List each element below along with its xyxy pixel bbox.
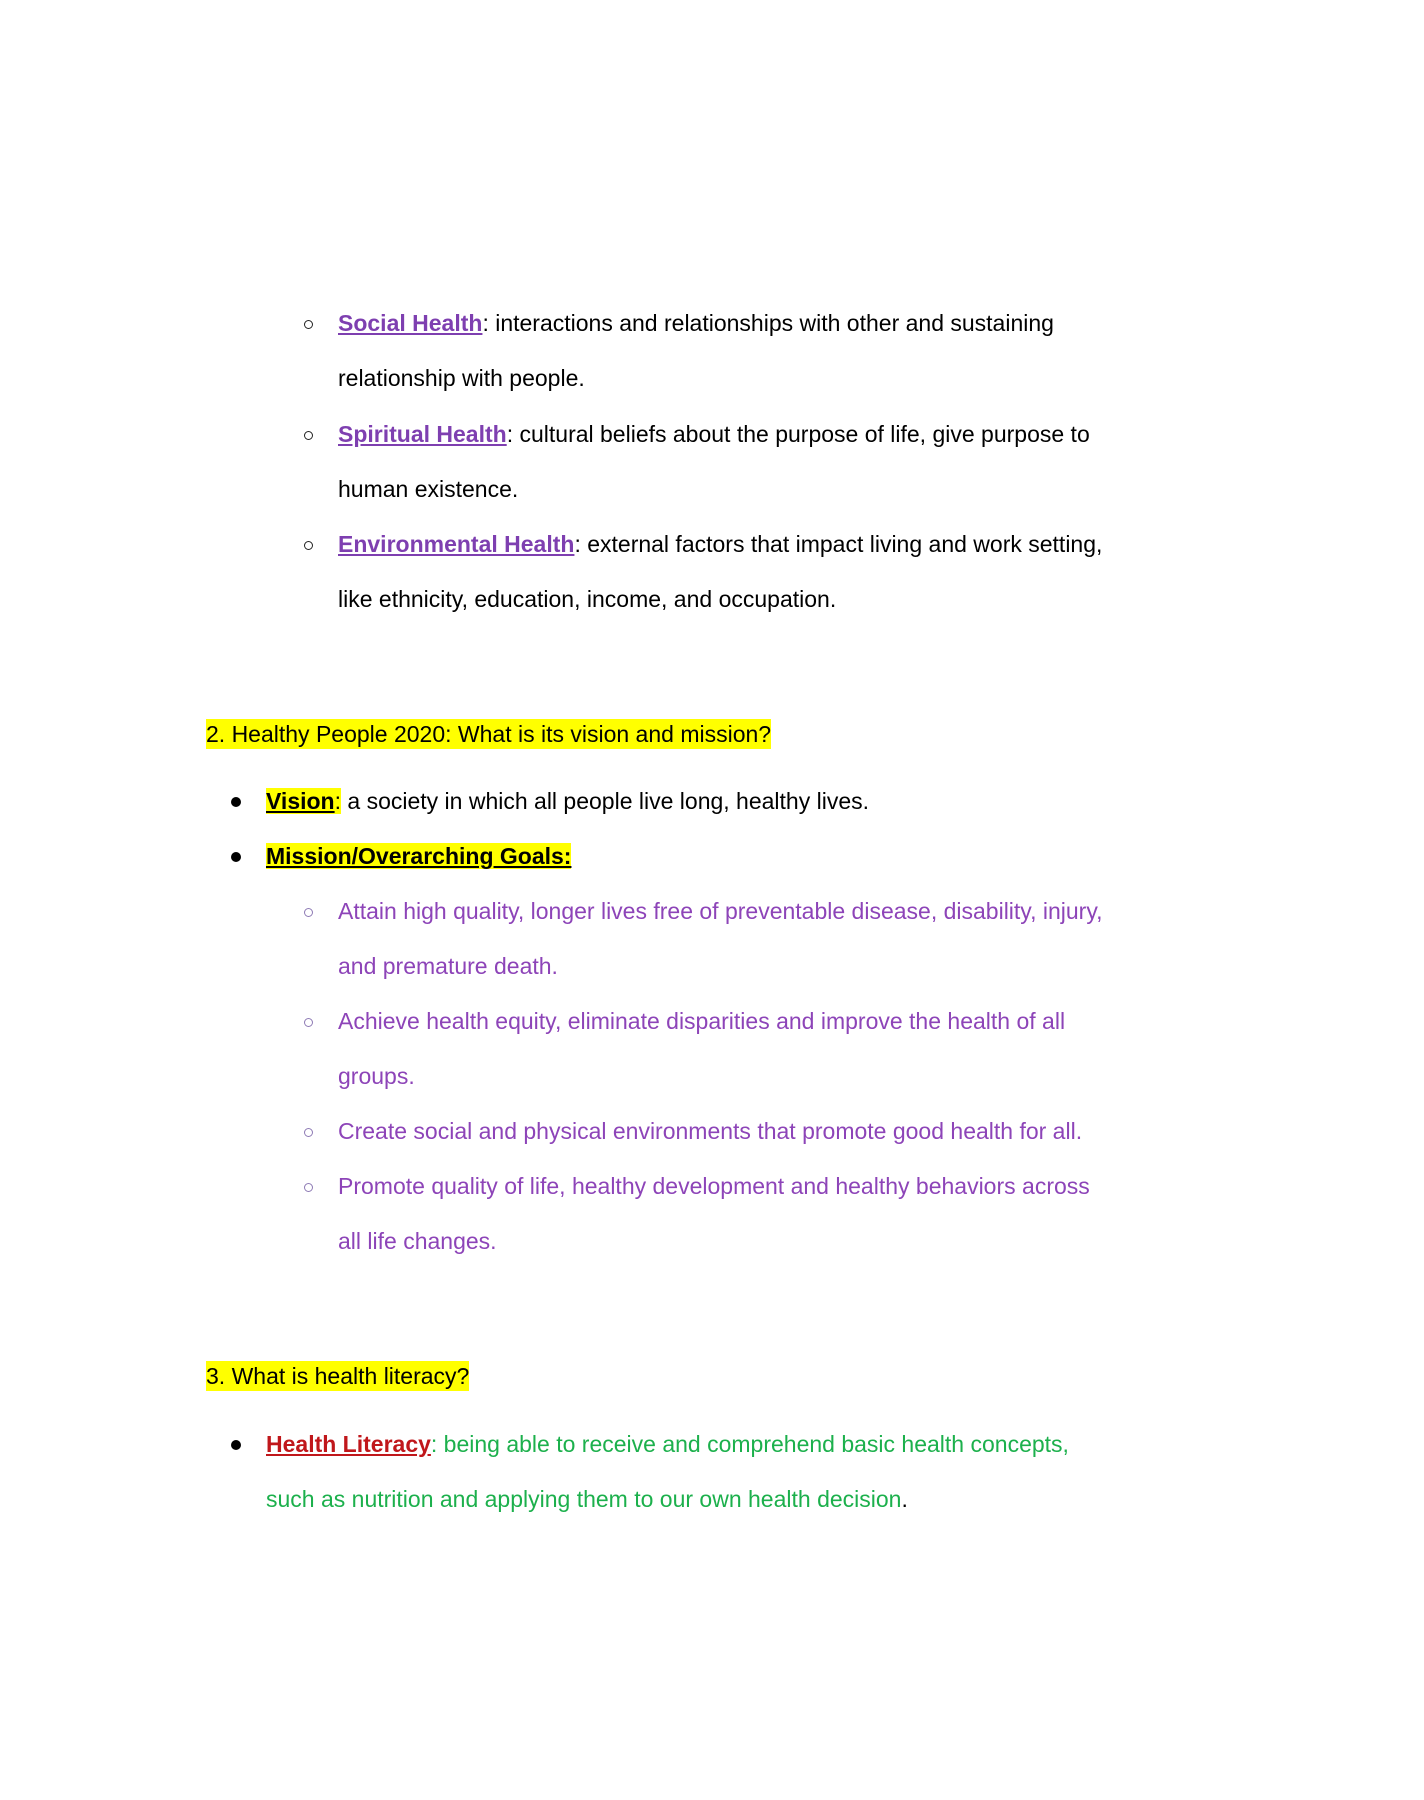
vision-term: Vision <box>266 788 335 814</box>
environmental-health-definition: external factors that impact living and work setting, <box>580 531 1103 557</box>
list-item-continuation: relationship with people. <box>338 365 585 391</box>
list-item: Attain high quality, longer lives free of preventable disease, disability, injury, <box>338 898 1103 924</box>
list-item <box>338 419 1090 449</box>
list-item-continuation: groups. <box>338 1063 415 1089</box>
hollow-circle-bullet-icon <box>304 1183 313 1192</box>
section-3-heading: 3. What is health literacy? <box>206 1363 470 1389</box>
term-separator: : <box>482 310 489 336</box>
hollow-circle-bullet-icon <box>304 908 313 917</box>
section-2-heading: 2. Healthy People 2020: What is its vision and mission? <box>206 721 772 747</box>
list-item-continuation: human existence. <box>338 476 519 502</box>
sentence-period: . <box>901 1486 908 1512</box>
term-separator: : <box>574 531 581 557</box>
list-item-continuation: all life changes. <box>338 1228 497 1254</box>
list-item <box>338 529 1102 559</box>
hollow-circle-bullet-icon <box>304 1128 313 1137</box>
filled-bullet-icon <box>231 797 241 807</box>
spiritual-health-term: Spiritual Health <box>338 421 507 447</box>
list-item: Create social and physical environments that promote good health for all. <box>338 1118 1083 1144</box>
health-literacy-item <box>266 1429 1069 1459</box>
health-literacy-definition: being able to receive and comprehend basic health concepts, <box>437 1431 1069 1457</box>
vision-item <box>266 786 869 816</box>
list-item-continuation: like ethnicity, education, income, and occupation. <box>338 586 837 612</box>
filled-bullet-icon <box>231 1440 241 1450</box>
list-item: Achieve health equity, eliminate disparities and improve the health of all <box>338 1008 1066 1034</box>
social-health-definition: interactions and relationships with other and sustaining <box>488 310 1054 336</box>
list-item-continuation <box>266 1484 908 1514</box>
term-separator: : <box>334 788 341 814</box>
health-literacy-term: Health Literacy <box>266 1431 431 1457</box>
filled-bullet-icon <box>231 852 241 862</box>
list-item <box>338 308 1054 338</box>
vision-definition: a society in which all people live long, healthy lives. <box>341 788 870 814</box>
term-separator: : <box>506 421 514 447</box>
hollow-circle-bullet-icon <box>304 541 313 550</box>
health-literacy-definition-continued: such as nutrition and applying them to our own health decision <box>266 1486 902 1512</box>
hollow-circle-bullet-icon <box>304 320 313 329</box>
term-separator: : <box>430 1431 438 1457</box>
list-item-continuation: and premature death. <box>338 953 558 979</box>
spiritual-health-definition: cultural beliefs about the purpose of life, give purpose to <box>513 421 1090 447</box>
hollow-circle-bullet-icon <box>304 1018 313 1027</box>
hollow-circle-bullet-icon <box>304 431 313 440</box>
mission-item <box>266 841 571 871</box>
list-item: Promote quality of life, healthy development and healthy behaviors across <box>338 1173 1090 1199</box>
mission-term: Mission/Overarching Goals: <box>266 843 572 869</box>
social-health-term: Social Health <box>338 310 483 336</box>
environmental-health-term: Environmental Health <box>338 531 575 557</box>
